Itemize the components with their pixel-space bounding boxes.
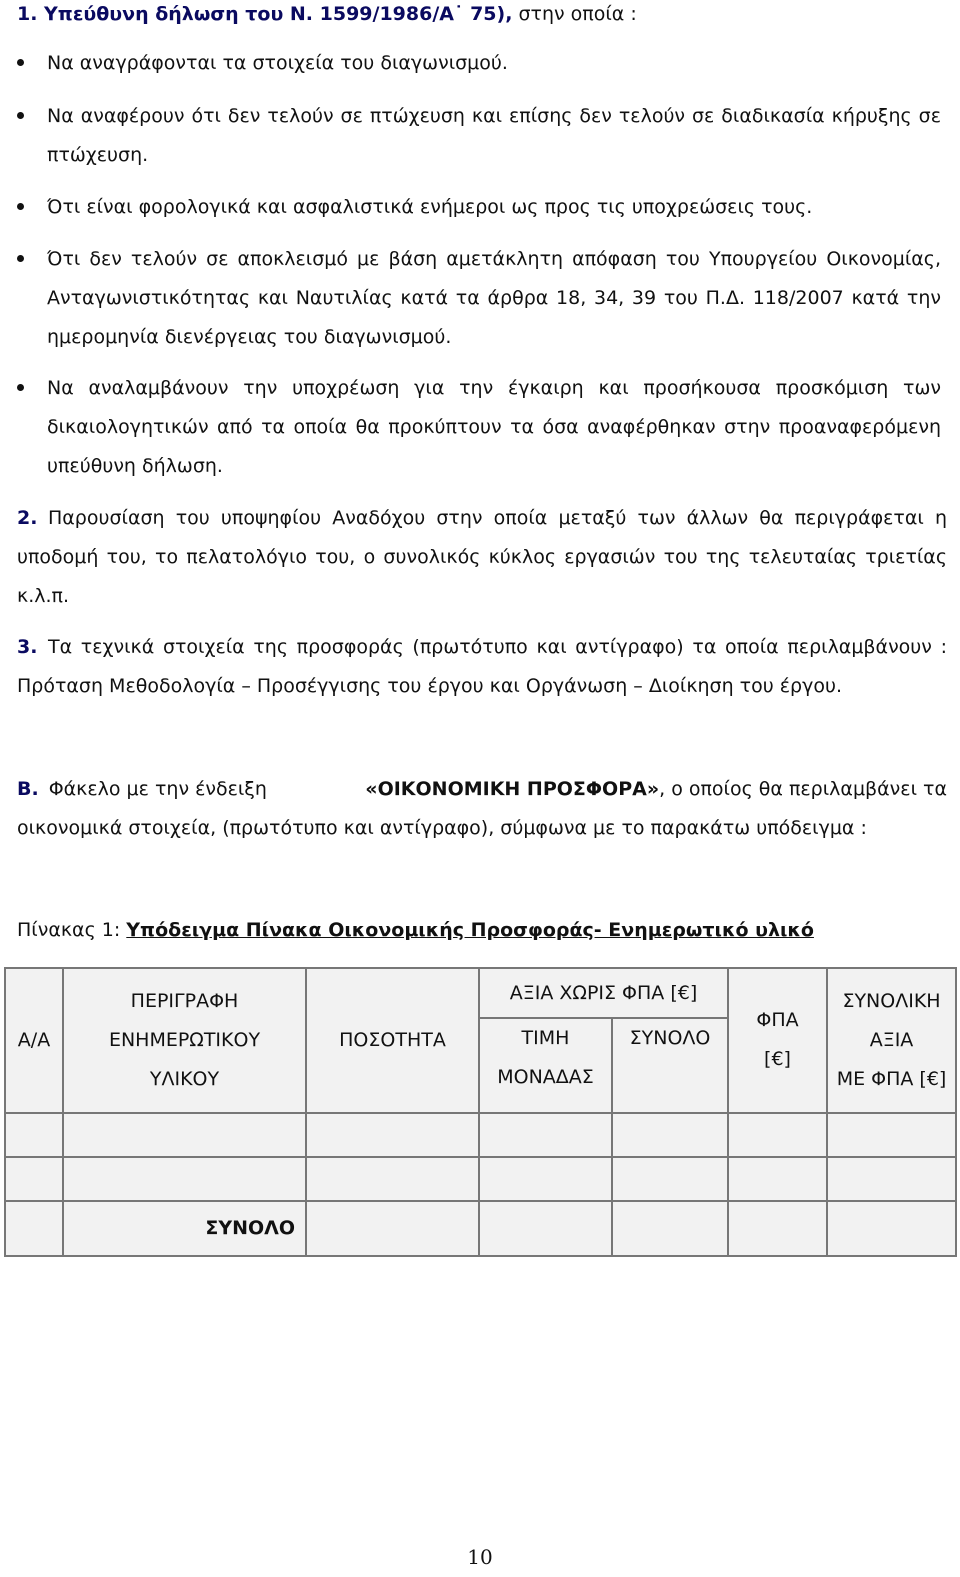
table-cell <box>5 1201 63 1256</box>
bullet-2-line-1: Να αναφέρουν ότι δεν τελούν σε πτώχευση και επίσης δεν τελούν σε διαδικασία κήρυξης σε <box>47 105 941 127</box>
bullet-icon <box>17 112 24 119</box>
bullet-icon <box>17 255 24 262</box>
table-cell <box>612 1157 728 1201</box>
header-vat <box>728 968 827 1113</box>
header-value-no-vat: ΑΞΙΑ ΧΩΡΙΣ ΦΠΑ [€] <box>479 968 728 1018</box>
table-caption-prefix: Πίνακας 1: <box>17 919 127 941</box>
table-cell <box>479 1113 612 1157</box>
table-cell <box>306 1201 479 1256</box>
table-cell <box>306 1113 479 1157</box>
header-unit-price <box>479 1018 612 1113</box>
offer-table-wrapper <box>4 967 955 1257</box>
table-cell <box>479 1201 612 1256</box>
bullet-icon <box>17 203 24 210</box>
bullet-5-line-2: δικαιολογητικών από τα οποία θα προκύπτουν τα όσα αναφέρθηκαν στην προαναφερόμενη <box>47 416 941 438</box>
table-cell <box>612 1201 728 1256</box>
header-description-line: ΠΕΡΙΓΡΑΦΗ <box>130 989 239 1012</box>
section-b-bold: «ΟΙΚΟΝΟΜΙΚΗ ΠΡΟΣΦΟΡΑ» <box>365 778 660 800</box>
bullet-2-line-2: πτώχευση. <box>47 144 149 166</box>
section-2-line-3: κ.λ.π. <box>17 585 69 607</box>
section-b-line-1-text <box>49 777 947 801</box>
header-description-line: ΥΛΙΚΟΥ <box>149 1067 220 1090</box>
header-vat-line: ΦΠΑ <box>756 1009 799 1032</box>
section-2-line-2: υποδομή του, το πελατολόγιο του, ο συνολικός κύκλος εργασιών του της τελευταίας τριετίας <box>17 546 947 568</box>
header-subtotal: ΣΥΝΟΛΟ <box>612 1018 728 1113</box>
bullet-4-line-2: Ανταγωνιστικότητας και Ναυτιλίας κατά τα άρθρα 18, 34, 39 του Π.Δ. 118/2007 κατά την <box>47 287 941 309</box>
header-total-value-line: ΣΥΝΟΛΙΚΗ <box>842 989 941 1012</box>
table-caption-title: Υπόδειγμα Πίνακα Οικονομικής Προσφοράς- Ενημερωτικό υλικό <box>126 919 814 941</box>
header-aa: Α/Α <box>5 968 63 1113</box>
bullet-icon <box>17 59 24 66</box>
table-cell <box>63 1113 306 1157</box>
section-2-line-1: Παρουσίαση του υποψηφίου Αναδόχου στην οποία μεταξύ των άλλων θα περιγράφεται η <box>48 507 947 529</box>
offer-table <box>4 967 957 1257</box>
section-b-pre: Φάκελο με την ένδειξη <box>48 778 267 800</box>
section-b-post-wrap <box>365 777 947 801</box>
bullet-icon <box>17 384 24 391</box>
table-cell <box>612 1113 728 1157</box>
section-2-number: 2. <box>17 507 38 529</box>
table-cell <box>479 1157 612 1201</box>
table-cell <box>63 1157 306 1201</box>
section-b-line-2: οικονομικά στοιχεία, (πρωτότυπο και αντίγραφο), σύμφωνα με το παρακάτω υπόδειγμα : <box>17 817 867 839</box>
table-total-row <box>5 1201 956 1256</box>
header-quantity: ΠΟΣΟΤΗΤΑ <box>306 968 479 1113</box>
bullet-5-line-3: υπεύθυνη δήλωση. <box>47 455 223 477</box>
table-cell <box>306 1157 479 1201</box>
bullet-3-line-1: Ότι είναι φορολογικά και ασφαλιστικά ενήμεροι ως προς τις υποχρεώσεις τους. <box>47 196 813 218</box>
section-3-number: 3. <box>17 636 38 658</box>
header-total-value <box>827 968 956 1113</box>
table-cell <box>5 1113 63 1157</box>
section-b-letter: Β. <box>17 778 39 800</box>
table-cell <box>827 1113 956 1157</box>
bullet-1-line-1: Να αναγράφονται τα στοιχεία του διαγωνισμού. <box>47 52 508 74</box>
table-caption <box>17 918 814 942</box>
page-number: 10 <box>467 1545 493 1569</box>
table-cell <box>728 1113 827 1157</box>
section-3-line-1: Τα τεχνικά στοιχεία της προσφοράς (πρωτότυπο και αντίγραφο) τα οποία περιλαμβάνουν : <box>48 636 947 658</box>
table-row <box>5 1113 956 1157</box>
section-b-post: , ο οποίος θα περιλαμβάνει τα <box>659 778 947 800</box>
header-vat-line: [€] <box>764 1048 791 1071</box>
header-total-value-line: ΑΞΙΑ <box>869 1028 914 1051</box>
section-1-heading <box>17 2 637 26</box>
table-cell <box>5 1157 63 1201</box>
header-unit-price-line: ΤΙΜΗ <box>521 1026 570 1049</box>
table-cell <box>827 1201 956 1256</box>
table-cell <box>728 1201 827 1256</box>
table-row <box>5 1157 956 1201</box>
bullet-4-line-1: Ότι δεν τελούν σε αποκλεισμό με βάση αμετάκλητη απόφαση του Υπουργείου Οικονομίας, <box>47 248 941 270</box>
header-description-line: ΕΝΗΜΕΡΩΤΙΚΟΥ <box>108 1028 261 1051</box>
section-b-line-1 <box>17 777 947 801</box>
table-cell <box>728 1157 827 1201</box>
section-1-heading-rest: στην οποία : <box>512 3 637 25</box>
section-1-heading-bold: 1. Υπεύθυνη δήλωση του Ν. 1599/1986/Α˙ 75), <box>17 3 513 25</box>
bullet-5-line-1: Να αναλαμβάνουν την υποχρέωση για την έγκαιρη και προσήκουσα προσκόμιση των <box>47 377 941 399</box>
table-header-row-1 <box>5 968 956 1018</box>
bullet-4-line-3: ημερομηνία διενέργειας του διαγωνισμού. <box>47 326 452 348</box>
header-description <box>63 968 306 1113</box>
table-cell <box>827 1157 956 1201</box>
header-unit-price-line: ΜΟΝΑΔΑΣ <box>497 1065 594 1088</box>
total-label: ΣΥΝΟΛΟ <box>63 1201 306 1256</box>
section-3-line-2: Πρόταση Μεθοδολογία – Προσέγγισης του έργου και Οργάνωση – Διοίκηση του έργου. <box>17 675 843 697</box>
header-total-value-line: ΜΕ ΦΠΑ [€] <box>836 1067 947 1090</box>
